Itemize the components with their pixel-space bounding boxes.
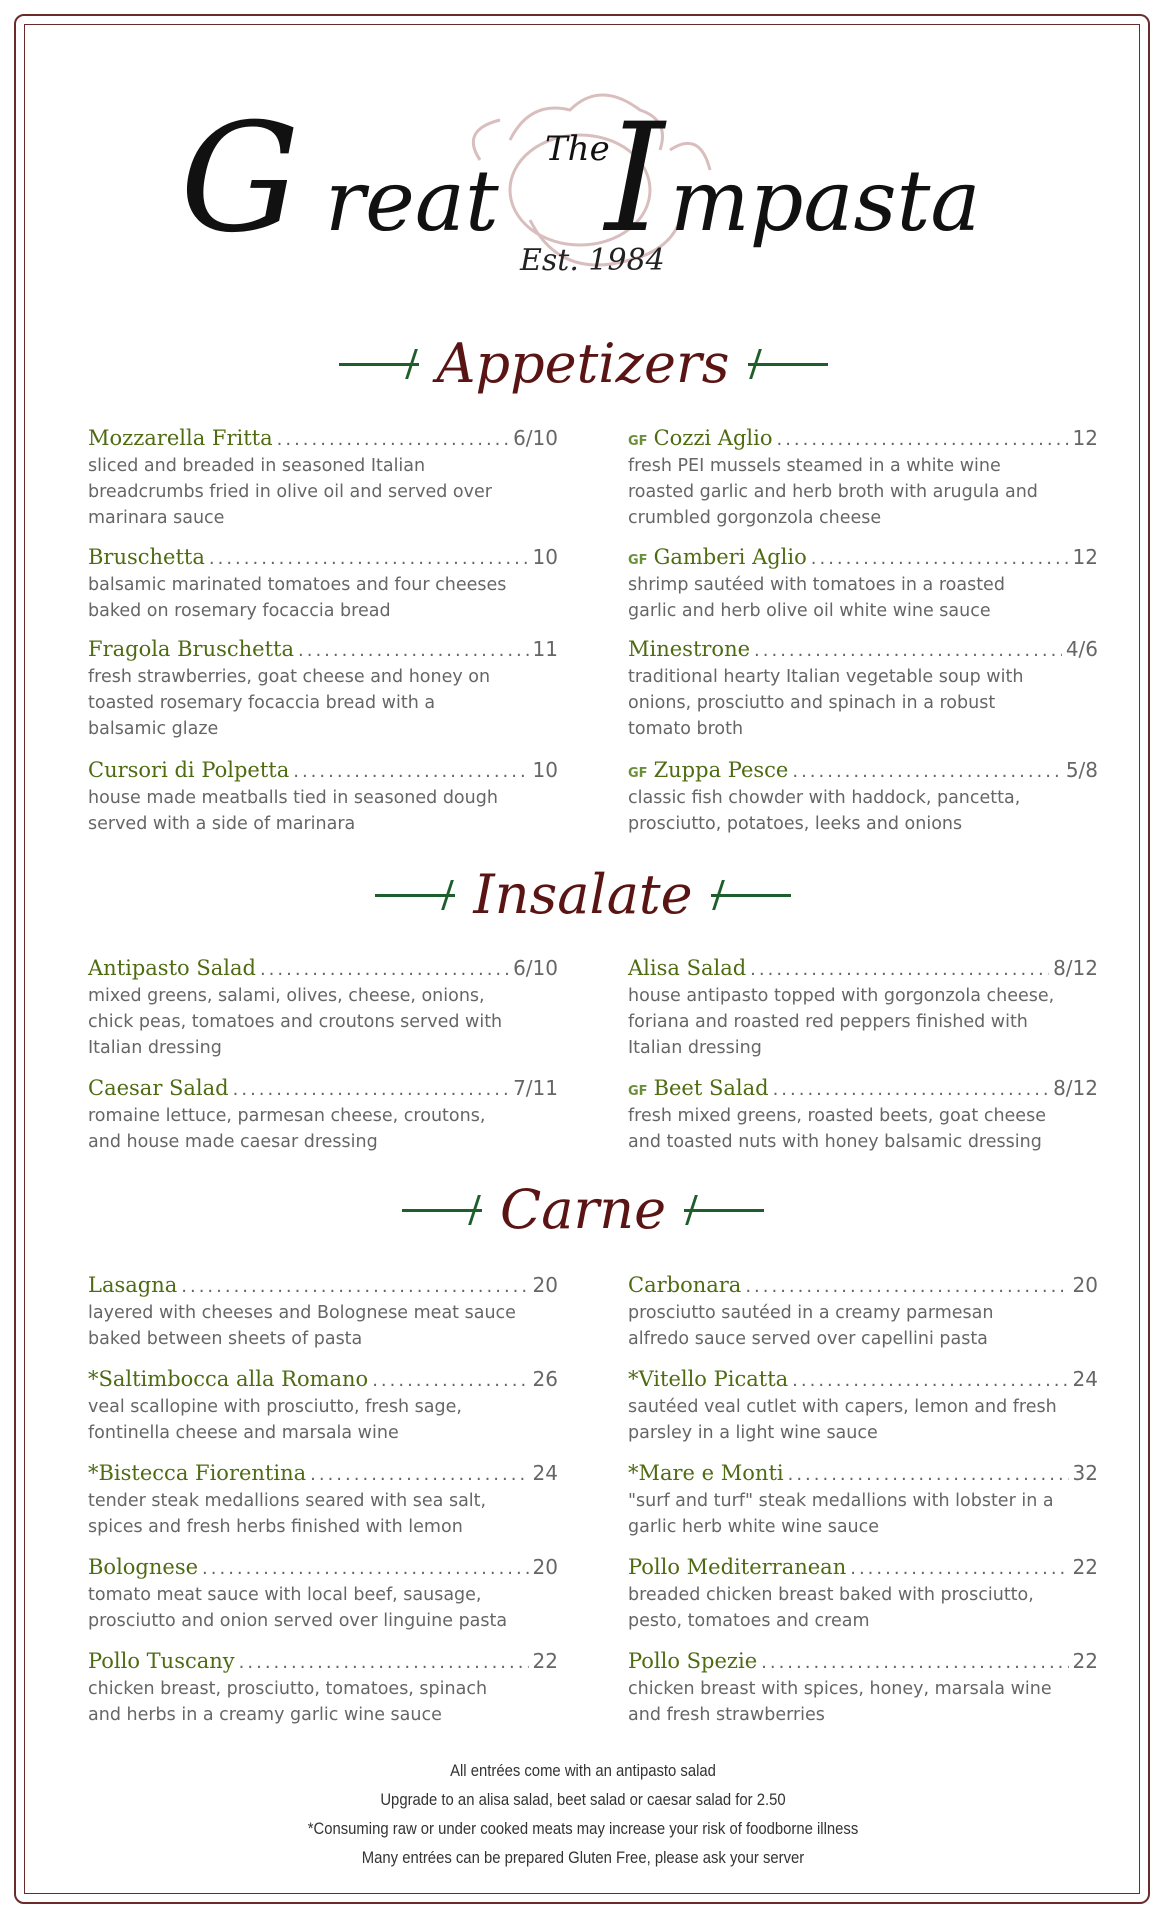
menu-item-header (628, 955, 1098, 981)
menu-item (628, 955, 1098, 1061)
menu-item (628, 636, 1098, 742)
section-label: Appetizers (436, 332, 730, 395)
menu-item (628, 757, 1098, 837)
footer-note: *Consuming raw or under cooked meats may increase your risk of foodborne illness (307, 1820, 859, 1838)
menu-item-description: fresh strawberries, goat cheese and honey on toasted rosemary focaccia bread with a balsamic glaze (88, 667, 491, 739)
dot-leader (298, 638, 529, 664)
menu-item-name: Mozzarella Fritta (88, 426, 273, 450)
menu-item-description: house antipasto topped with gorgonzola cheese, foriana and roasted red peppers finished with Italian dressing (628, 986, 1055, 1058)
menu-item (88, 1075, 558, 1155)
gluten-free-badge: GF (628, 553, 648, 568)
section-title-carne (0, 1178, 1166, 1241)
menu-item-name: Pollo Mediterranean (628, 1555, 847, 1579)
menu-item-name: Bolognese (88, 1555, 199, 1579)
dot-leader (792, 759, 1061, 785)
menu-item (88, 1460, 558, 1540)
menu-item (628, 544, 1098, 624)
menu-item-header (628, 425, 1098, 451)
menu-item (628, 1366, 1098, 1446)
dot-leader (277, 427, 509, 453)
menu-item-description: house made meatballs tied in seasoned dough served with a side of marinara (88, 788, 498, 834)
menu-item-name: Gamberi Aglio (653, 545, 807, 569)
gluten-free-badge: GF (628, 766, 648, 781)
menu-item-name: *Saltimbocca alla Romano (88, 1367, 369, 1391)
menu-item-price: 24 (1072, 1367, 1098, 1391)
dot-leader (239, 1650, 529, 1676)
dot-leader (745, 1274, 1068, 1300)
menu-item-name: Cozzi Aglio (653, 426, 773, 450)
menu-item-price: 12 (1072, 426, 1098, 450)
menu-item-price: 22 (1072, 1555, 1098, 1579)
menu-item-name: Antipasto Salad (88, 956, 256, 980)
menu-item-name: *Mare e Monti (628, 1461, 784, 1485)
section-label: Insalate (473, 863, 693, 926)
logo-the: The (545, 129, 610, 169)
menu-item-price: 20 (532, 1273, 558, 1297)
menu-item-price: 6/10 (513, 426, 558, 450)
left-accent-bar (375, 880, 455, 910)
menu-item-name: Caesar Salad (88, 1076, 229, 1100)
menu-item-header (88, 955, 558, 981)
menu-item-price: 24 (532, 1461, 558, 1485)
menu-item-price: 20 (1072, 1273, 1098, 1297)
menu-item-header (628, 1366, 1098, 1392)
menu-item (88, 955, 558, 1061)
menu-item-price: 32 (1072, 1461, 1098, 1485)
footer-note: Many entrées can be prepared Gluten Free, please ask your server (361, 1849, 805, 1867)
menu-item-price: 8/12 (1053, 1076, 1098, 1100)
menu-item-name: *Vitello Picatta (628, 1367, 789, 1391)
menu-item-header (628, 636, 1098, 662)
menu-item-name: Bruschetta (88, 545, 205, 569)
menu-item-name: Fragola Bruschetta (88, 637, 295, 661)
menu-item-header (88, 425, 558, 451)
menu-item-description: mixed greens, salami, olives, cheese, onions, chick peas, tomatoes and croutons served with Italian dressing (88, 986, 503, 1058)
dot-leader (754, 638, 1062, 664)
menu-item (628, 1554, 1098, 1634)
menu-item-name: Pollo Spezie (628, 1649, 758, 1673)
footer-note: Upgrade to an alisa salad, beet salad or caesar salad for 2.50 (380, 1791, 786, 1809)
menu-item-header (628, 544, 1098, 570)
gluten-free-badge: GF (628, 1084, 648, 1099)
menu-item-header (88, 757, 558, 783)
menu-item (628, 1460, 1098, 1540)
restaurant-logo (150, 80, 1016, 320)
dot-leader (788, 1462, 1069, 1488)
menu-item-header (88, 544, 558, 570)
menu-item-price: 20 (532, 1555, 558, 1579)
menu-item-description: romaine lettuce, parmesan cheese, croutons, and house made caesar dressing (88, 1106, 486, 1152)
dot-leader (181, 1274, 528, 1300)
dot-leader (372, 1368, 528, 1394)
menu-item (88, 1648, 558, 1728)
menu-item-header (628, 1460, 1098, 1486)
menu-item-header (88, 1460, 558, 1486)
menu-item-description: balsamic marinated tomatoes and four cheeses baked on rosemary focaccia bread (88, 575, 507, 621)
menu-item-header (88, 1075, 558, 1101)
menu-item-price: 26 (532, 1367, 558, 1391)
dot-leader (761, 1650, 1068, 1676)
dot-leader (209, 546, 529, 572)
menu-item-description: classic fish chowder with haddock, pancetta, prosciutto, potatoes, leeks and onions (628, 788, 1021, 834)
section-title-appetizers (0, 332, 1166, 395)
dot-leader (750, 957, 1049, 983)
menu-item-price: 10 (532, 545, 558, 569)
menu-item-header (628, 1075, 1098, 1101)
section-title-insalate (0, 863, 1166, 926)
logo-est: Est. 1984 (520, 243, 665, 278)
right-accent-bar (711, 880, 791, 910)
menu-item-header (88, 1366, 558, 1392)
menu-item-header (88, 1648, 558, 1674)
menu-item-description: chicken breast, prosciutto, tomatoes, spinach and herbs in a creamy garlic wine sauce (88, 1679, 488, 1725)
gluten-free-badge: GF (628, 434, 648, 449)
menu-item (628, 425, 1098, 531)
section-label: Carne (499, 1178, 667, 1241)
menu-item (88, 636, 558, 742)
menu-item-name: Carbonara (628, 1273, 742, 1297)
menu-item-name: Cursori di Polpetta (88, 758, 290, 782)
menu-item-description: prosciutto sautéed in a creamy parmesan alfredo sauce served over capellini pasta (628, 1303, 994, 1349)
menu-item-price: 12 (1072, 545, 1098, 569)
menu-item-description: tender steak medallions seared with sea salt, spices and fresh herbs finished with lemon (88, 1491, 487, 1537)
menu-item-price: 10 (532, 758, 558, 782)
menu-item (88, 1366, 558, 1446)
menu-item-description: veal scallopine with prosciutto, fresh sage, fontinella cheese and marsala wine (88, 1397, 462, 1443)
menu-item (628, 1648, 1098, 1728)
logo-letter-i: I (605, 92, 665, 266)
menu-item (628, 1075, 1098, 1155)
menu-item-header (628, 1648, 1098, 1674)
menu-item-description: layered with cheeses and Bolognese meat sauce baked between sheets of pasta (88, 1303, 516, 1349)
menu-item (88, 425, 558, 531)
menu-item-name: Lasagna (88, 1273, 178, 1297)
menu-item-name: Zuppa Pesce (653, 758, 789, 782)
menu-item-description: sliced and breaded in seasoned Italian breadcrumbs fried in olive oil and served over marinara sauce (88, 456, 492, 528)
menu-item-price: 8/12 (1053, 956, 1098, 980)
logo-letter-g: G (180, 92, 300, 266)
menu-item-header (628, 1554, 1098, 1580)
dot-leader (776, 427, 1068, 453)
dot-leader (792, 1368, 1068, 1394)
menu-item-header (628, 1272, 1098, 1298)
menu-item-description: sautéed veal cutlet with capers, lemon and fresh parsley in a light wine sauce (628, 1397, 1057, 1443)
menu-footer-notes (0, 1757, 1166, 1873)
left-accent-bar (339, 349, 419, 379)
menu-item-description: chicken breast with spices, honey, marsala wine and fresh strawberries (628, 1679, 1052, 1725)
menu-item-description: fresh PEI mussels steamed in a white wine roasted garlic and herb broth with arugula and crumbled gorgonzola cheese (628, 456, 1038, 528)
dot-leader (260, 957, 509, 983)
menu-item-price: 6/10 (513, 956, 558, 980)
menu-item-price: 22 (532, 1649, 558, 1673)
dot-leader (293, 759, 528, 785)
left-accent-bar (402, 1195, 482, 1225)
menu-item-description: traditional hearty Italian vegetable soup with onions, prosciutto and spinach in a robust tomato broth (628, 667, 1024, 739)
right-accent-bar (748, 349, 828, 379)
menu-item (88, 757, 558, 837)
footer-note: All entrées come with an antipasto salad (450, 1762, 716, 1780)
menu-item-price: 11 (532, 637, 558, 661)
menu-item-name: Minestrone (628, 637, 751, 661)
menu-item-description: tomato meat sauce with local beef, sausage, prosciutto and onion served over linguine pasta (88, 1585, 508, 1631)
menu-item-description: shrimp sautéed with tomatoes in a roasted garlic and herb olive oil white wine sauce (628, 575, 1005, 621)
menu-item-header (88, 636, 558, 662)
menu-item-price: 4/6 (1065, 637, 1098, 661)
menu-item-price: 22 (1072, 1649, 1098, 1673)
menu-item-description: breaded chicken breast baked with prosciutto, pesto, tomatoes and cream (628, 1585, 1034, 1631)
menu-item-name: Alisa Salad (628, 956, 747, 980)
menu-item (88, 1554, 558, 1634)
menu-item-header (628, 757, 1098, 783)
menu-item-price: 7/11 (513, 1076, 558, 1100)
dot-leader (202, 1556, 529, 1582)
dot-leader (310, 1462, 528, 1488)
right-accent-bar (684, 1195, 764, 1225)
menu-item (628, 1272, 1098, 1352)
svg-text:mpasta: mpasta (670, 152, 981, 250)
dot-leader (773, 1077, 1050, 1103)
menu-item (88, 544, 558, 624)
menu-item-description: fresh mixed greens, roasted beets, goat cheese and toasted nuts with honey balsamic dressing (628, 1106, 1046, 1152)
menu-item-name: *Bistecca Fiorentina (88, 1461, 307, 1485)
menu-item-header (88, 1554, 558, 1580)
dot-leader (850, 1556, 1068, 1582)
menu-item-description: "surf and turf" steak medallions with lobster in a garlic herb white wine sauce (628, 1491, 1054, 1537)
menu-item-name: Beet Salad (653, 1076, 769, 1100)
menu-item (88, 1272, 558, 1352)
menu-item-price: 5/8 (1065, 758, 1098, 782)
menu-item-header (88, 1272, 558, 1298)
menu-item-name: Pollo Tuscany (88, 1649, 235, 1673)
dot-leader (233, 1077, 509, 1103)
logo-great: reat (325, 152, 499, 250)
dot-leader (811, 546, 1069, 572)
